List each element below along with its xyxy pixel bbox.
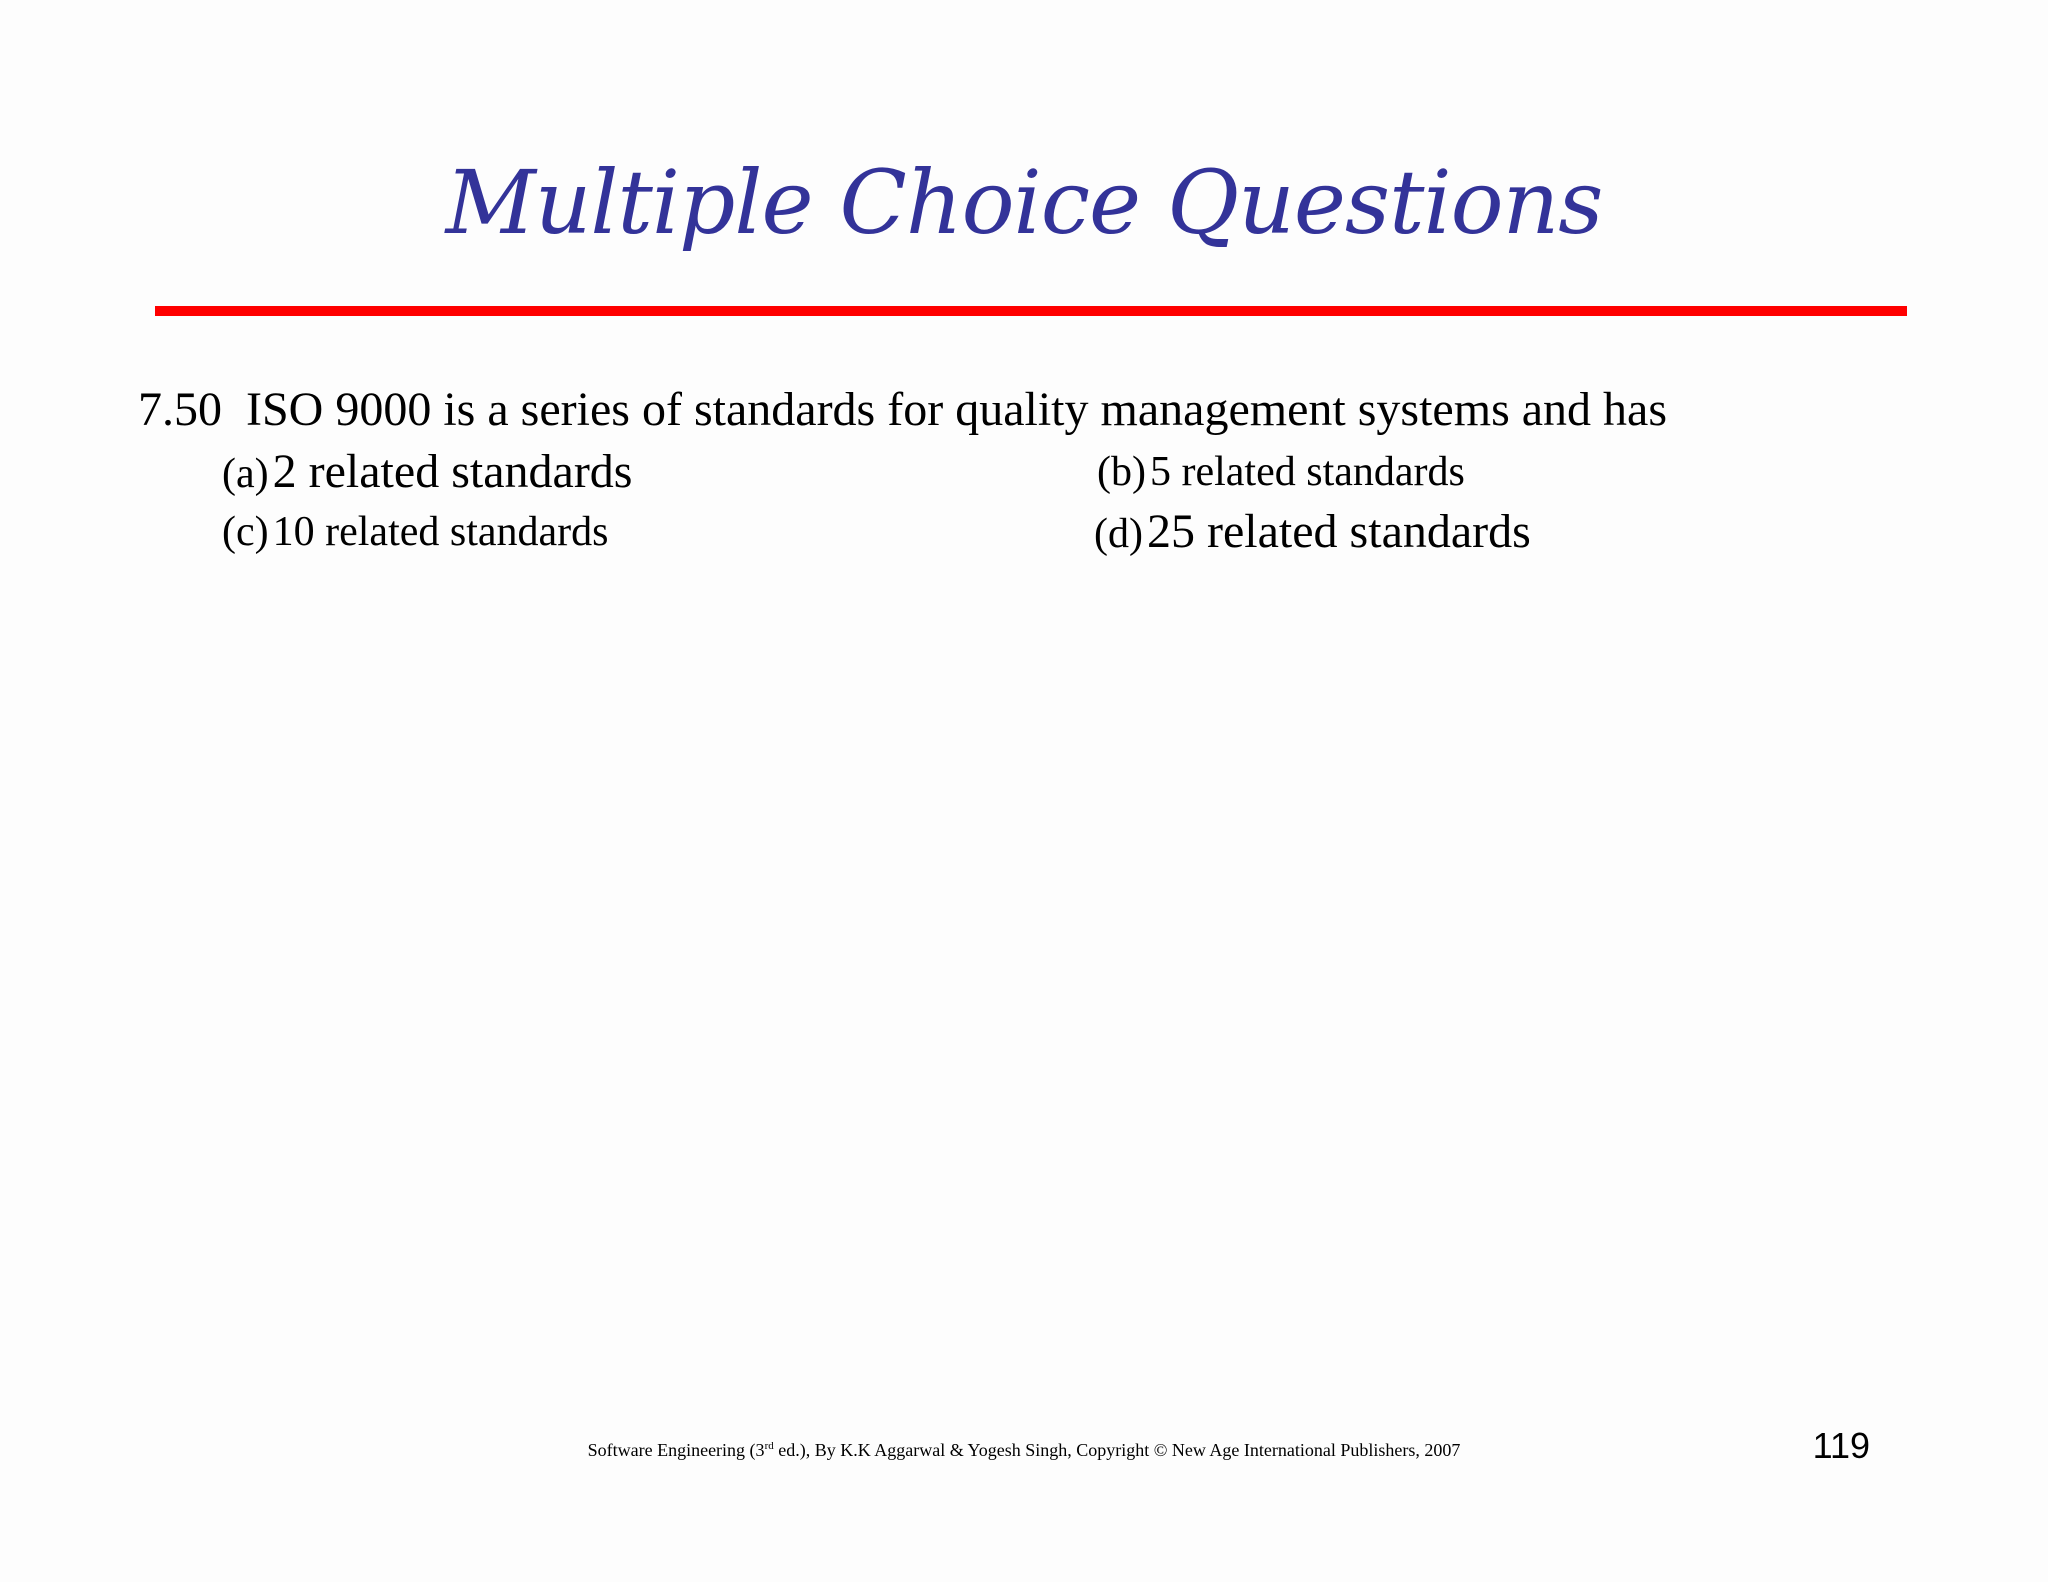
footer-citation bbox=[0, 1438, 2048, 1462]
footer-text-start: Software Engineering (3 bbox=[587, 1440, 765, 1460]
page-number: 119 bbox=[1812, 1425, 1870, 1466]
option-b-text: 5 related standards bbox=[1149, 449, 1465, 495]
question-text: ISO 9000 is a series of standards for quality management systems and has bbox=[246, 383, 1668, 436]
option-d-label: (d) bbox=[1094, 511, 1143, 557]
slide-title: Multiple Choice Questions bbox=[445, 151, 1603, 254]
footer-superscript: rd bbox=[764, 1440, 774, 1452]
option-a-label: (a) bbox=[222, 451, 269, 497]
option-b bbox=[1097, 444, 1465, 509]
question-line bbox=[138, 380, 1667, 440]
option-a bbox=[222, 444, 632, 511]
option-a-text: 2 related standards bbox=[272, 445, 633, 498]
option-c-label: (c) bbox=[222, 509, 269, 555]
option-b-label: (b) bbox=[1097, 449, 1146, 495]
option-d-text: 25 related standards bbox=[1146, 505, 1531, 558]
option-c-text: 10 related standards bbox=[272, 509, 609, 555]
footer-text-end: ed.), By K.K Aggarwal & Yogesh Singh, Copyright © New Age International Publishers, 2007 bbox=[773, 1440, 1461, 1460]
question-number: 7.50 bbox=[138, 383, 222, 436]
title-divider bbox=[155, 306, 1907, 316]
option-c bbox=[222, 504, 609, 569]
option-d bbox=[1094, 504, 1531, 571]
